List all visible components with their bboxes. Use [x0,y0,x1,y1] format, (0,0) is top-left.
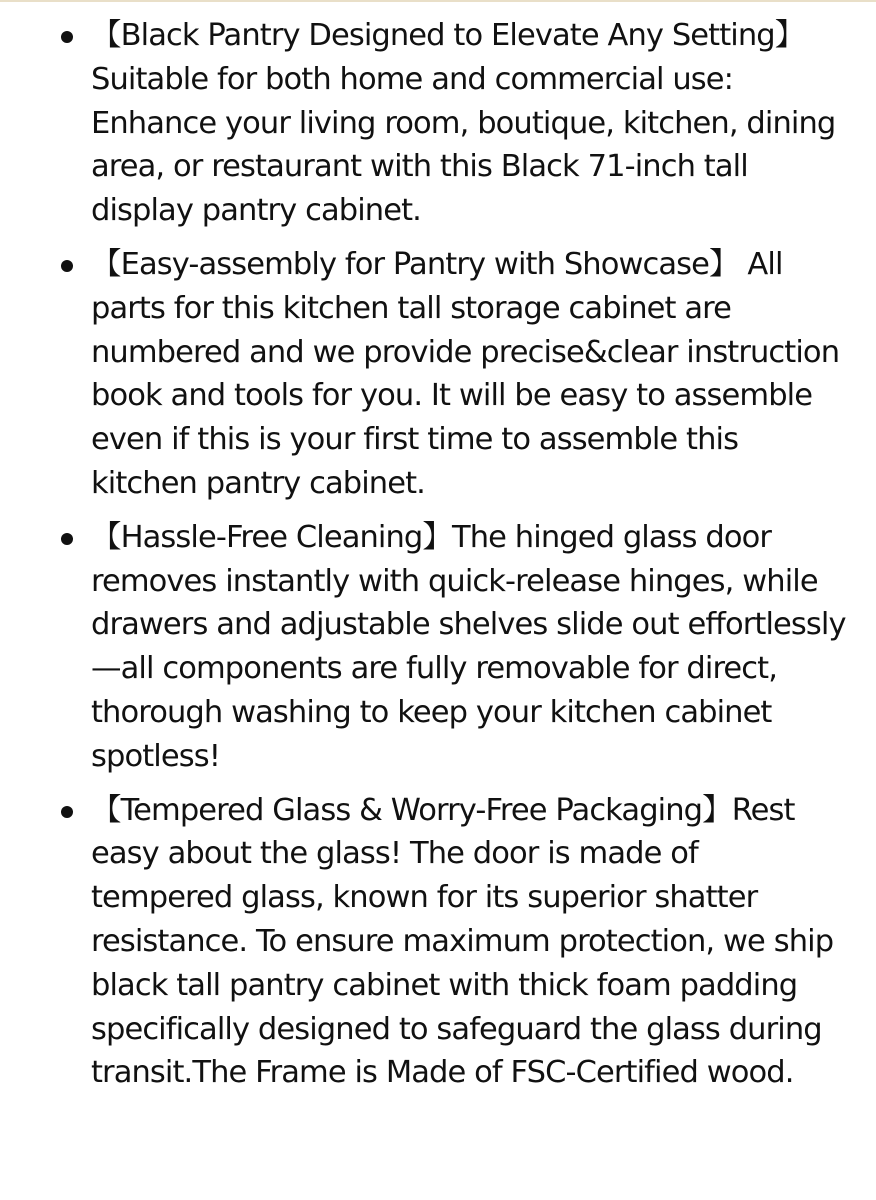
bullet-dot-icon [61,533,73,545]
bullet-text: 【Black Pantry Designed to Elevate Any Setting】Suitable for both home and commercial use: Enhance your living room, boutique, kitchen, dining area, or restaurant with this Black 71-inch tall display pantry cabinet. [91,18,836,229]
top-divider [0,0,876,2]
list-item [0,14,876,233]
list-item [0,789,876,1096]
bullet-dot-icon [61,806,73,818]
list-item [0,243,876,506]
feature-bullet-list [0,14,876,1105]
bullet-dot-icon [61,260,73,272]
list-item [0,516,876,779]
bullet-text: 【Hassle-Free Cleaning】The hinged glass door removes instantly with quick-release hinges, while drawers and adjustable shelves slide out effortlessly—all components are fully removable for direct, thorough washing to keep your kitchen cabinet spotless! [91,519,846,774]
bullet-text: 【Tempered Glass & Worry-Free Packaging】Rest easy about the glass! The door is made of tempered glass, known for its superior shatter resistance. To ensure maximum protection, we ship black tall pantry cabinet with thick foam padding specifically designed to safeguard the glass during transit.The Frame is Made of FSC-Certified wood. [91,792,834,1091]
bullet-dot-icon [61,31,73,43]
bullet-text: 【Easy-assembly for Pantry with Showcase】 All parts for this kitchen tall storage cabinet are numbered and we provide precise&clear instruction book and tools for you. It will be easy to assemble even if this is your first time to assemble this kitchen pantry cabinet. [91,246,840,501]
